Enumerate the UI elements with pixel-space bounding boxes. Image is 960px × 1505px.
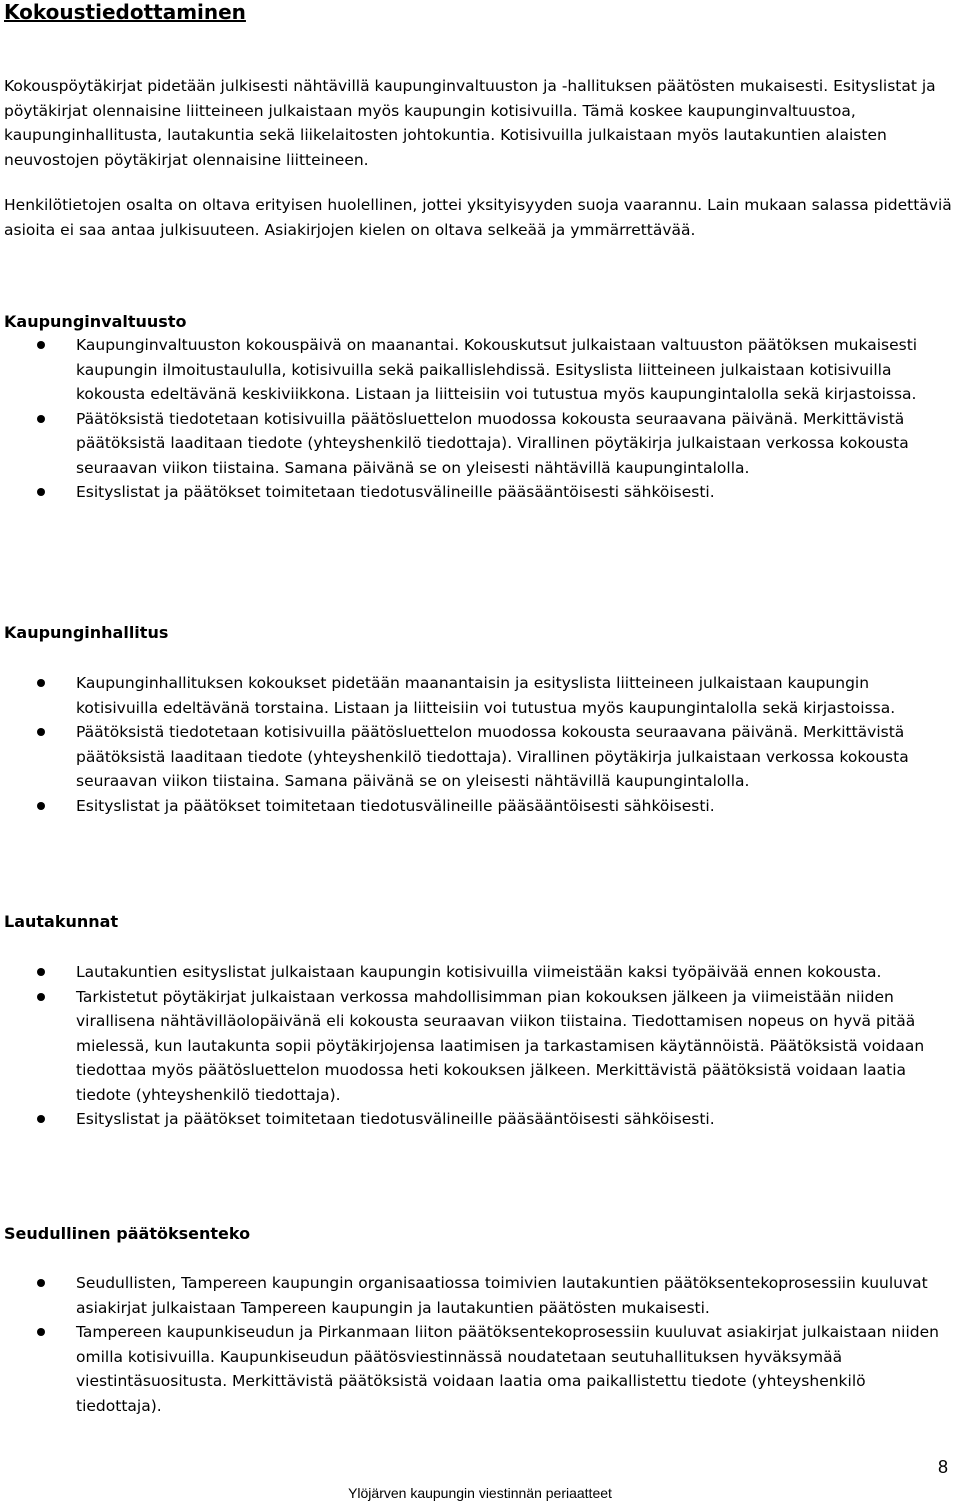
list-item-text: Tarkistetut pöytäkirjat julkaistaan verkossa mahdollisimman pian kokouksen jälkeen ja viimeistään niiden virallisena nähtävilläolopäivänä eli kokousta seuraavan viikon tiistaina. Tiedottamisen nopeus on hyvä pitää mielessä, kun lautakunta sopii pöytäkirjojensa laatimisen ja tarkastamisen käytännöistä. Päätöksistä voidaan tiedottaa myös päätösluettelon muodossa heti kokouksen jälkeen. Merkittävistä päätöksistä voidaan laatia tiedote (yhteyshenkilö tiedottaja). bbox=[76, 987, 925, 1104]
bullet-icon bbox=[37, 802, 45, 810]
intro-paragraph: Kokouspöytäkirjat pidetään julkisesti nähtävillä kaupunginvaltuuston ja -hallituksen päätösten mukaisesti. Esityslistat ja pöytäkirjat olennaisine liitteineen julkaistaan myös kaupungin kotisivuilla. Tämä koskee kaupunginvaltuustoa, kaupunginhallitusta, lautakuntia sekä liikelaitosten johtokuntia. Kotisivuilla julkaistaan myös lautakuntien alaisten neuvostojen pöytäkirjat olennaisine liitteineen. bbox=[4, 77, 936, 169]
bullet-list-kaupunginvaltuusto bbox=[0, 333, 960, 505]
bullet-icon bbox=[37, 728, 45, 736]
list-item bbox=[0, 985, 956, 1108]
list-item-text: Lautakuntien esityslistat julkaistaan kaupungin kotisivuilla viimeistään kaksi työpäivää ennen kokousta. bbox=[76, 963, 882, 981]
list-item-text: Seudullisten, Tampereen kaupungin organisaatiossa toimivien lautakuntien päätöksentekoprosessiin kuuluvat asiakirjat julkaistaan Tampereen kaupungin ja lautakuntien päätösten mukaisesti. bbox=[76, 1274, 928, 1317]
list-item bbox=[0, 1320, 956, 1418]
bullet-icon bbox=[37, 968, 45, 976]
list-item bbox=[0, 720, 956, 794]
section-heading-seudullinen-paatoksenteko: Seudullinen päätöksenteko bbox=[4, 1224, 251, 1243]
list-item-text: Esityslistat ja päätökset toimitetaan tiedotusvälineille pääsääntöisesti sähköisesti. bbox=[76, 483, 715, 501]
bullet-icon bbox=[37, 1279, 45, 1287]
section-heading-lautakunnat: Lautakunnat bbox=[4, 912, 119, 931]
list-item-text: Päätöksistä tiedotetaan kotisivuilla päätösluettelon muodossa kokousta seuraavana päivänä. Merkittävistä päätöksistä laaditaan tiedote (yhteyshenkilö tiedottaja). Virallinen pöytäkirja julkaistaan verkossa kokousta seuraavan viikon tiistaina. Samana päivänä se on yleisesti nähtävillä kaupungintalolla. bbox=[76, 723, 909, 790]
privacy-paragraph: Henkilötietojen osalta on oltava erityisen huolellinen, jottei yksityisyyden suoja vaarannu. Lain mukaan salassa pidettäviä asioita ei saa antaa julkisuuteen. Asiakirjojen kielen on oltava selkeää ja ymmärrettävää. bbox=[4, 196, 952, 239]
list-item bbox=[0, 407, 956, 481]
list-item bbox=[0, 480, 956, 505]
bullet-icon bbox=[37, 415, 45, 423]
bullet-icon bbox=[37, 341, 45, 349]
bullet-icon bbox=[37, 993, 45, 1001]
document-title: Kokoustiedottaminen bbox=[4, 0, 246, 24]
page-footer: Ylöjärven kaupungin viestinnän periaatteet bbox=[348, 1485, 612, 1501]
bullet-list-lautakunnat bbox=[0, 960, 960, 1132]
bullet-list-seudullinen-paatoksenteko bbox=[0, 1271, 960, 1418]
bullet-list-kaupunginhallitus bbox=[0, 671, 960, 818]
bullet-icon bbox=[37, 1115, 45, 1123]
section-heading-kaupunginhallitus: Kaupunginhallitus bbox=[4, 623, 169, 642]
list-item-text: Tampereen kaupunkiseudun ja Pirkanmaan liiton päätöksentekoprosessiin kuuluvat asiakirjat julkaistaan niiden omilla kotisivuilla. Kaupunkiseudun päätösviestinnässä noudatetaan seutuhallituksen hyväksymää viestintäsuositusta. Merkittävistä päätöksistä voidaan laatia oma paikallistettu tiedote (yhteyshenkilö tiedottaja). bbox=[76, 1323, 939, 1415]
list-item bbox=[0, 960, 956, 985]
list-item-text: Kaupunginhallituksen kokoukset pidetään maanantaisin ja esityslista liitteineen julkaistaan kaupungin kotisivuilla edeltävänä torstaina. Listaan ja liitteisiin voi tutustua myös kaupungintalolla sekä kirjastoissa. bbox=[76, 674, 896, 717]
list-item bbox=[0, 794, 956, 819]
list-item bbox=[0, 1107, 956, 1132]
bullet-icon bbox=[37, 1328, 45, 1336]
list-item-text: Päätöksistä tiedotetaan kotisivuilla päätösluettelon muodossa kokousta seuraavana päivänä. Merkittävistä päätöksistä laaditaan tiedote (yhteyshenkilö tiedottaja). Virallinen pöytäkirja julkaistaan verkossa kokousta seuraavan viikon tiistaina. Samana päivänä se on yleisesti nähtävillä kaupungintalolla. bbox=[76, 409, 909, 477]
section-heading-kaupunginvaltuusto: Kaupunginvaltuusto bbox=[4, 312, 187, 331]
list-item-text: Esityslistat ja päätökset toimitetaan tiedotusvälineille pääsääntöisesti sähköisesti. bbox=[76, 1110, 715, 1128]
list-item-text: Kaupunginvaltuuston kokouspäivä on maanantai. Kokouskutsut julkaistaan valtuuston päätöksen mukaisesti kaupungin ilmoitustaululla, kotisivuilla sekä paikallislehdissä. Esityslista liitteineen julkaistaan kotisivuilla kokousta edeltävänä keskiviikkona. Listaan ja liitteisiin voi tutustua myös kaupungintalolla sekä kirjastoissa. bbox=[76, 336, 918, 403]
bullet-icon bbox=[37, 679, 45, 687]
list-item-text: Esityslistat ja päätökset toimitetaan tiedotusvälineille pääsääntöisesti sähköisesti. bbox=[76, 796, 715, 815]
list-item bbox=[0, 333, 956, 407]
bullet-icon bbox=[37, 488, 45, 496]
page-number: 8 bbox=[938, 1457, 949, 1477]
list-item bbox=[0, 671, 956, 720]
list-item bbox=[0, 1271, 956, 1320]
